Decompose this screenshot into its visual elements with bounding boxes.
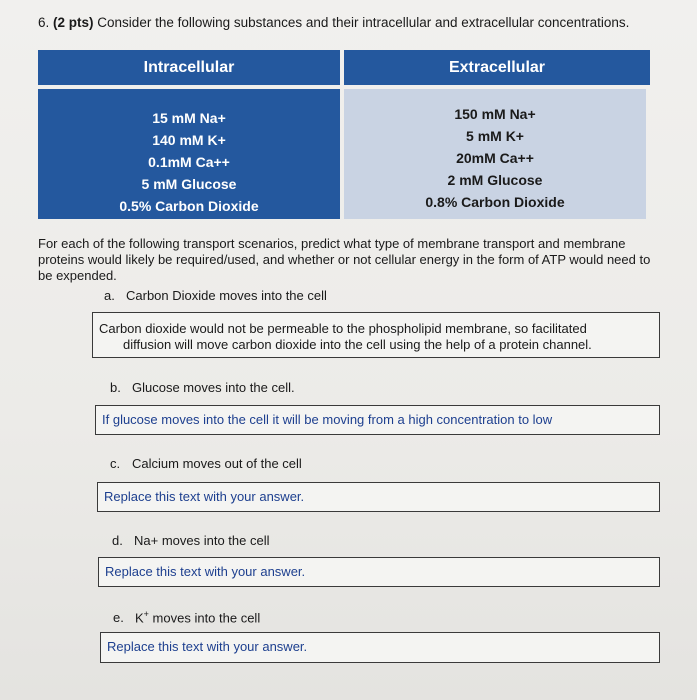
scenario-text: Carbon Dioxide moves into the cell bbox=[126, 288, 327, 303]
answer-box-e[interactable]: Replace this text with your answer. bbox=[100, 632, 660, 663]
extracellular-value: 5 mM K+ bbox=[466, 128, 524, 144]
scenario-d bbox=[112, 533, 269, 548]
scenario-text: moves into the cell bbox=[148, 610, 261, 626]
extracellular-value: 0.8% Carbon Dioxide bbox=[425, 194, 565, 210]
scenario-label: e. bbox=[113, 610, 124, 626]
question-number: 6. bbox=[38, 15, 50, 30]
answer-box-a[interactable] bbox=[92, 312, 660, 358]
instructions: For each of the following transport scenarios, predict what type of membrane transport and membrane proteins would likely be required/used, and whether or not cellular energy in the form of ATP would need to be expended. bbox=[38, 236, 651, 283]
question-points: (2 pts) bbox=[53, 15, 94, 30]
extracellular-value: 2 mM Glucose bbox=[447, 172, 543, 188]
intracellular-value: 5 mM Glucose bbox=[141, 176, 237, 192]
header-extracellular: Extracellular bbox=[344, 50, 650, 85]
answer-line: diffusion will move carbon dioxide into the cell using the help of a protein channel. bbox=[123, 337, 592, 352]
scenario-label: d. bbox=[112, 533, 123, 548]
extracellular-value: 20mM Ca++ bbox=[456, 150, 534, 166]
scenario-text: Na+ moves into the cell bbox=[134, 533, 270, 548]
scenario-label: c. bbox=[110, 456, 121, 471]
answer-box-d[interactable]: Replace this text with your answer. bbox=[98, 557, 660, 587]
question-prompt: Consider the following substances and their intracellular and extracellular concentrations. bbox=[97, 15, 630, 30]
concentration-table bbox=[38, 50, 650, 219]
scenario-a bbox=[104, 288, 327, 303]
scenario-c bbox=[110, 456, 302, 471]
answer-box-c[interactable]: Replace this text with your answer. bbox=[97, 482, 660, 512]
scenario-text: Glucose moves into the cell. bbox=[132, 380, 295, 395]
extracellular-column bbox=[344, 89, 646, 219]
scenario-label: b. bbox=[110, 380, 121, 395]
answer-box-b[interactable]: If glucose moves into the cell it will be moving from a high concentration to low bbox=[95, 405, 660, 435]
scenario-text-sup: + bbox=[143, 609, 149, 619]
answer-line: Carbon dioxide would not be permeable to the phospholipid membrane, so facilitated bbox=[99, 321, 587, 336]
header-intracellular: Intracellular bbox=[38, 50, 340, 85]
intracellular-column bbox=[38, 89, 340, 219]
scenario-text-k: K bbox=[135, 610, 144, 626]
intracellular-value: 140 mM K+ bbox=[152, 132, 226, 148]
scenario-e bbox=[113, 609, 260, 625]
scenario-label: a. bbox=[104, 288, 115, 303]
scenario-b bbox=[110, 380, 295, 395]
extracellular-value: 150 mM Na+ bbox=[454, 106, 536, 122]
intracellular-value: 15 mM Na+ bbox=[152, 110, 226, 126]
intracellular-value: 0.5% Carbon Dioxide bbox=[119, 198, 259, 214]
scenario-text: Calcium moves out of the cell bbox=[132, 456, 302, 471]
intracellular-value: 0.1mM Ca++ bbox=[148, 154, 230, 170]
question-header bbox=[38, 15, 629, 30]
